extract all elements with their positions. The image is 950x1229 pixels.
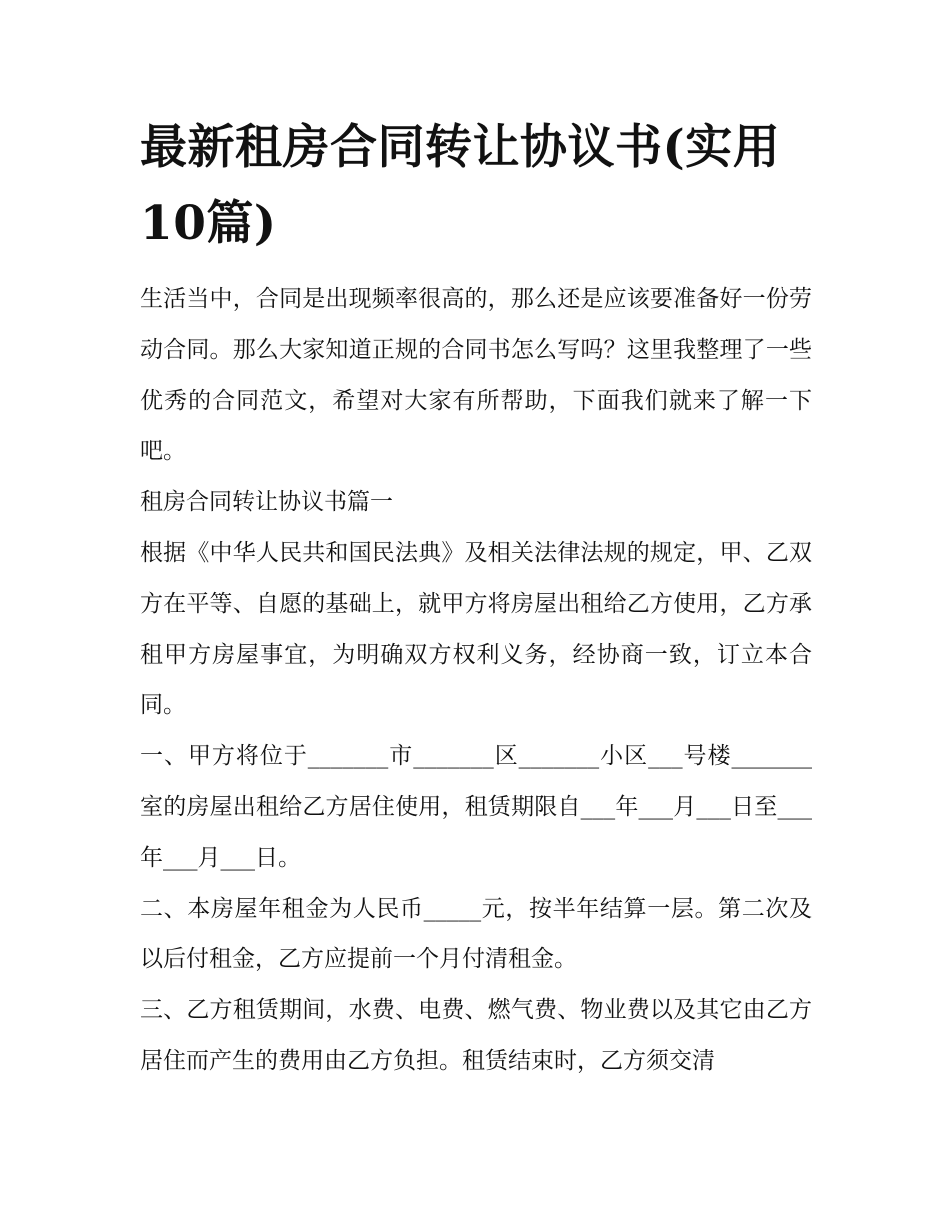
preamble-paragraph: 根据《中华人民共和国民法典》及相关法律法规的规定，甲、乙双方在平等、自愿的基础上，就甲方将房屋出租给乙方使用，乙方承租甲方房屋事宜，为明确双方权利义务，经协商一致，订立本合同。 — [140, 539, 812, 719]
document-page — [140, 110, 812, 1087]
clause-1: 一、甲方将位于_______市_______区_______小区___号楼_______室的房屋出租给乙方居住使用，租赁期限自___年___月___日至___年___月___日。 — [140, 743, 813, 871]
intro-paragraph: 生活当中，合同是出现频率很高的，那么还是应该要准备好一份劳动合同。那么大家知道正规的合同书怎么写吗？这里我整理了一些优秀的合同范文，希望对大家有所帮助，下面我们就来了解一下吧。 — [140, 286, 812, 465]
clause-2: 二、本房屋年租金为人民币_____元，按半年结算一层。第二次及以后付租金，乙方应提前一个月付清租金。 — [140, 895, 812, 973]
clause-3: 三、乙方租赁期间，水费、电费、燃气费、物业费以及其它由乙方居住而产生的费用由乙方负担。租赁结束时，乙方须交清 — [140, 997, 812, 1074]
document-title: 最新租房合同转让协议书(实用10篇) — [140, 120, 781, 251]
section-heading: 租房合同转让协议书篇一 — [140, 489, 393, 516]
